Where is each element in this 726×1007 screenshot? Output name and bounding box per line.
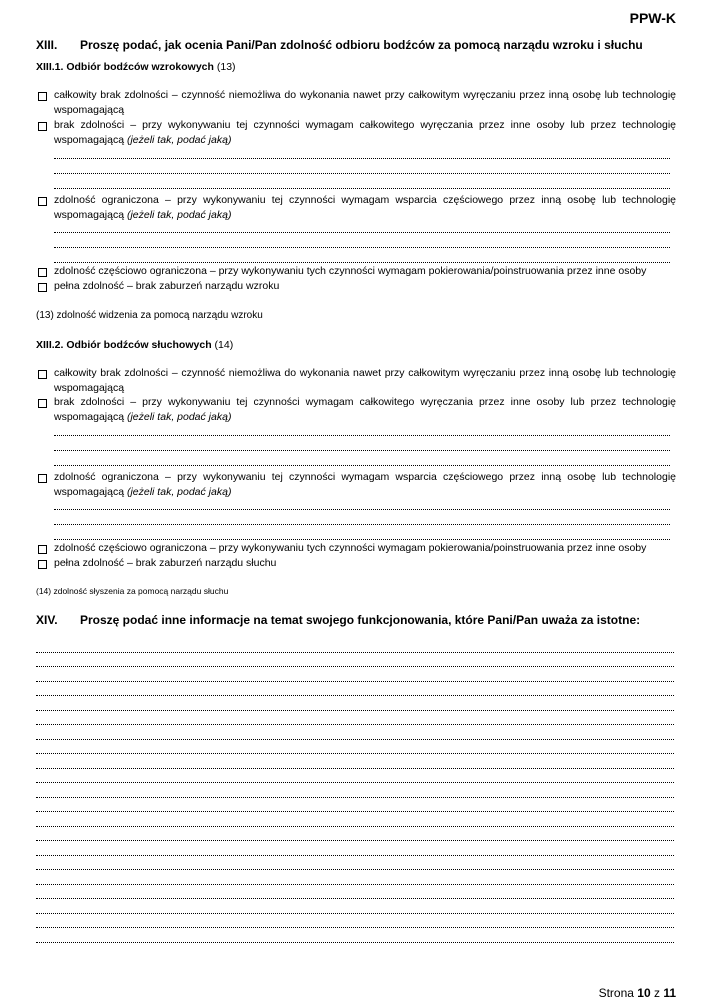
option-vision-total-inability: całkowity brak zdolności – czynność niemożliwa do wykonania nawet przy całkowitym wyręczaniu przez inną osobę lub technologię wspomagającą xyxy=(54,89,676,116)
answer-line[interactable] xyxy=(36,826,674,827)
page-sep: z xyxy=(653,986,660,1000)
subsection-13-1-ref: (13) xyxy=(216,61,236,73)
checkbox-vision-limited[interactable] xyxy=(38,197,47,206)
subsection-13-1 xyxy=(36,61,236,73)
subsection-13-1-label: XIII.1. Odbiór bodźców wzrokowych xyxy=(36,61,214,73)
answer-line[interactable] xyxy=(36,942,674,943)
answer-line[interactable] xyxy=(36,811,674,812)
answer-line[interactable] xyxy=(36,869,674,870)
option-hearing-inability-text: brak zdolności – przy wykonywaniu tej czynności wymagam całkowitego wyręczania przez inne osoby lub przez technologię wspomagającą xyxy=(54,396,676,423)
subsection-13-2-ref: (14) xyxy=(214,339,234,351)
option-vision-limited-text: zdolność ograniczona – przy wykonywaniu tej czynności wymagam wsparcia częściowego przez inną osobę lub technologię wspomagającą xyxy=(54,194,676,221)
answer-line[interactable] xyxy=(54,509,670,510)
option-hearing-partial: zdolność częściowo ograniczona – przy wykonywaniu tych czynności wymagam pokierowania/poinstruowania przez inne osoby xyxy=(54,542,647,554)
option-hearing-total-inability: całkowity brak zdolności – czynność niemożliwa do wykonania nawet przy całkowitym wyręczaniu przez inną osobę lub technologię wspomagającą xyxy=(54,367,676,394)
checkbox-hearing-full[interactable] xyxy=(38,560,47,569)
checkbox-vision-total-inability[interactable] xyxy=(38,92,47,101)
option-vision-limited xyxy=(54,193,676,223)
checkbox-hearing-inability[interactable] xyxy=(38,399,47,408)
checkbox-vision-inability[interactable] xyxy=(38,122,47,131)
answer-line[interactable] xyxy=(36,739,674,740)
answer-line[interactable] xyxy=(54,262,670,263)
answer-line[interactable] xyxy=(54,450,670,451)
answer-line[interactable] xyxy=(36,855,674,856)
option-vision-full: pełna zdolność – brak zaburzeń narządu wzroku xyxy=(54,280,280,292)
answer-line[interactable] xyxy=(36,927,674,928)
answer-line[interactable] xyxy=(36,724,674,725)
checkbox-hearing-limited[interactable] xyxy=(38,474,47,483)
option-hearing-limited-hint: (jeżeli tak, podać jaką) xyxy=(126,486,232,498)
answer-line[interactable] xyxy=(54,247,670,248)
option-hearing-inability xyxy=(54,395,676,425)
page-prefix: Strona xyxy=(598,986,634,1000)
answer-line[interactable] xyxy=(54,435,670,436)
answer-line[interactable] xyxy=(36,695,674,696)
option-vision-inability-text: brak zdolności – przy wykonywaniu tej czynności wymagam całkowitego wyręczania przez inne osoby lub przez technologię wspomagającą xyxy=(54,119,676,146)
option-hearing-full: pełna zdolność – brak zaburzeń narządu słuchu xyxy=(54,557,277,569)
answer-line[interactable] xyxy=(36,913,674,914)
footnote-14: (14) zdolność słyszenia za pomocą narządu słuchu xyxy=(36,586,229,596)
section-14-title: Proszę podać inne informacje na temat swojego funkcjonowania, które Pani/Pan uważa za istotne: xyxy=(80,613,641,627)
option-vision-partial: zdolność częściowo ograniczona – przy wykonywaniu tych czynności wymagam pokierowania/poinstruowania przez inne osoby xyxy=(54,265,647,277)
answer-line[interactable] xyxy=(36,797,674,798)
page-current: 10 xyxy=(637,986,651,1000)
section-13-title: Proszę podać, jak ocenia Pani/Pan zdolność odbioru bodźców za pomocą narządu wzroku i słuchu xyxy=(80,38,643,52)
option-vision-inability-hint: (jeżeli tak, podać jaką) xyxy=(126,134,232,146)
checkbox-hearing-partial[interactable] xyxy=(38,545,47,554)
answer-line[interactable] xyxy=(36,840,674,841)
answer-line[interactable] xyxy=(36,681,674,682)
option-vision-limited-hint: (jeżeli tak, podać jaką) xyxy=(126,209,232,221)
answer-line[interactable] xyxy=(54,173,670,174)
answer-line[interactable] xyxy=(36,753,674,754)
page-total: 11 xyxy=(663,986,676,1000)
section-14-number: XIV. xyxy=(36,613,58,627)
option-hearing-inability-hint: (jeżeli tak, podać jaką) xyxy=(126,411,232,423)
checkbox-hearing-total-inability[interactable] xyxy=(38,370,47,379)
page-number xyxy=(599,986,676,1000)
form-code: PPW-K xyxy=(629,10,676,26)
section-13-number: XIII. xyxy=(36,38,58,52)
subsection-13-2 xyxy=(36,339,233,351)
answer-line[interactable] xyxy=(36,652,674,653)
answer-line[interactable] xyxy=(54,188,670,189)
answer-line[interactable] xyxy=(36,898,674,899)
answer-line[interactable] xyxy=(36,666,674,667)
answer-line[interactable] xyxy=(36,782,674,783)
answer-line[interactable] xyxy=(54,232,670,233)
answer-line[interactable] xyxy=(54,524,670,525)
option-hearing-limited-text: zdolność ograniczona – przy wykonywaniu tej czynności wymagam wsparcia częściowego przez inną osobę lub technologię wspomagającą xyxy=(54,471,676,498)
checkbox-vision-partial[interactable] xyxy=(38,268,47,277)
option-hearing-limited xyxy=(54,470,676,500)
answer-line[interactable] xyxy=(36,884,674,885)
answer-line[interactable] xyxy=(36,768,674,769)
subsection-13-2-label: XIII.2. Odbiór bodźców słuchowych xyxy=(36,339,212,351)
answer-line[interactable] xyxy=(54,539,670,540)
answer-line[interactable] xyxy=(54,465,670,466)
checkbox-vision-full[interactable] xyxy=(38,283,47,292)
option-vision-inability xyxy=(54,118,676,148)
answer-line[interactable] xyxy=(36,710,674,711)
answer-line[interactable] xyxy=(54,158,670,159)
footnote-13: (13) zdolność widzenia za pomocą narządu wzroku xyxy=(36,310,263,321)
